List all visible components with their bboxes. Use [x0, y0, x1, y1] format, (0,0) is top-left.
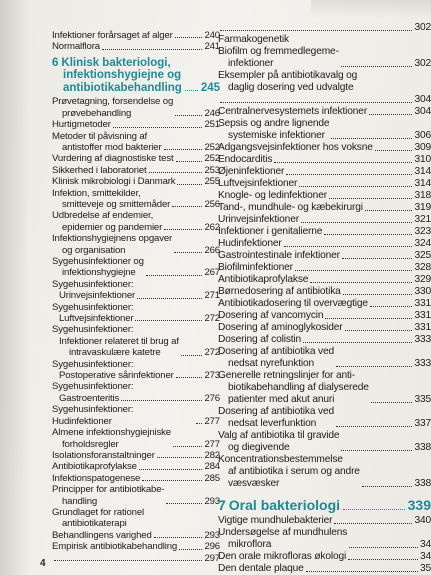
toc-page-number: 34 — [419, 539, 431, 550]
toc-entry-title: Hudinfektioner — [218, 238, 282, 249]
leader-dots — [343, 294, 413, 295]
toc-entry[interactable] — [218, 346, 431, 370]
toc-page-number: 323 — [414, 226, 431, 237]
toc-entry-title-line: Koncentrationsbestemmelse — [218, 454, 343, 465]
toc-entry-title: Sygehusinfektioner: — [52, 278, 134, 290]
toc-entry-title — [52, 210, 162, 233]
toc-entry-title-line: Infektion, smittekilder, — [52, 187, 141, 199]
toc-entry[interactable] — [218, 286, 431, 298]
toc-entry[interactable] — [52, 30, 220, 41]
leader-dots — [121, 400, 202, 401]
toc-entry-title-line: antistoffer mod bakterier — [62, 141, 162, 153]
toc-entry-title: Centralnervesystemets infektioner — [218, 106, 368, 117]
toc-entry[interactable] — [52, 279, 220, 290]
toc-entry-title — [59, 336, 179, 359]
toc-page-number: 333 — [414, 358, 431, 369]
toc-entry[interactable] — [52, 188, 220, 211]
page-top-shadow — [311, 0, 431, 18]
toc-entry[interactable] — [52, 393, 220, 404]
leader-dots — [334, 523, 412, 524]
chapter-title-line: Klinisk bakteriologi, — [61, 56, 171, 69]
toc-page-number: 251 — [204, 119, 220, 131]
toc-entry-title-line: Principper for antibiotikabe- — [52, 484, 165, 496]
toc-page-number: 252 — [204, 153, 220, 165]
toc-entry-title: Hurtigmetoder — [52, 119, 111, 131]
toc-page-number: 328 — [414, 262, 431, 273]
leader-dots — [286, 174, 412, 175]
toc-entry-title-line: Prøvetagning, forsendelse og — [52, 96, 174, 108]
leader-dots — [349, 547, 418, 548]
toc-entry-title: Børnedosering af antibiotika — [218, 286, 341, 297]
leader-dots — [172, 206, 202, 207]
toc-entry[interactable] — [52, 96, 220, 119]
leader-dots — [139, 469, 203, 470]
toc-entry[interactable] — [218, 238, 431, 250]
toc-page-number: 293 — [204, 529, 220, 541]
toc-entry-title-line: epidemier og pandemier — [62, 221, 163, 233]
toc-page-number: 331 — [414, 298, 431, 309]
toc-page-number: 241 — [204, 41, 220, 53]
toc-entry-title-line: Dosering af antibiotika ved — [218, 346, 335, 357]
leader-dots — [137, 298, 202, 299]
toc-page-number: 284 — [204, 461, 220, 473]
toc-entry-title-line: handling — [62, 495, 98, 507]
leader-dots — [369, 114, 412, 115]
toc-page-number: 297 — [204, 552, 220, 564]
toc-entry-title-line: Eksempler på antibiotikavalg og — [218, 70, 358, 81]
toc-entry[interactable] — [218, 430, 431, 454]
toc-page-number: 271 — [204, 290, 220, 302]
chapter-page-number: 245 — [200, 81, 220, 94]
toc-page-number: 246 — [204, 107, 220, 119]
toc-page-number: 329 — [414, 274, 431, 285]
leader-dots — [176, 161, 203, 162]
toc-entry-title-line: daglig dosering ved udvalgte — [228, 82, 354, 93]
toc-entry-title — [218, 46, 339, 70]
toc-entry-title: Behandlingens varighed — [52, 529, 152, 541]
toc-entry-title-line: og diegivende — [228, 442, 290, 453]
toc-page-number: 324 — [414, 238, 431, 249]
toc-entry-title: Dosering af aminoglykosider — [218, 322, 343, 333]
leader-dots — [329, 198, 412, 199]
page-number: 4 — [40, 558, 46, 569]
toc-page-number: 282 — [204, 449, 220, 461]
leader-dots — [341, 450, 412, 451]
toc-entry[interactable] — [218, 214, 431, 226]
toc-page-number: 314 — [414, 178, 431, 189]
toc-entry[interactable] — [218, 322, 431, 334]
leader-dots — [343, 509, 405, 510]
chapter-title-line: infektionshygiejne og — [63, 69, 182, 82]
toc-entry[interactable] — [52, 131, 220, 154]
toc-entry[interactable] — [218, 370, 431, 406]
toc-entry-title: Isolationsforanstaltninger — [52, 449, 155, 461]
toc-entry[interactable] — [218, 262, 431, 274]
toc-entry[interactable] — [218, 202, 431, 214]
toc-entry-title-line: og organisation — [62, 244, 126, 256]
toc-page-number: 277 — [204, 415, 220, 427]
toc-page-number: 319 — [414, 202, 431, 213]
leader-dots — [341, 66, 413, 67]
toc-entry-title-line: infektioner — [228, 58, 274, 69]
leader-dots — [370, 306, 413, 307]
toc-page-number: 262 — [204, 221, 220, 233]
toc-entry-title: Antibiotikaprofylakse — [52, 461, 137, 473]
leader-dots — [157, 457, 203, 458]
leader-dots — [284, 246, 413, 247]
toc-page-number: 302 — [414, 22, 431, 33]
toc-entry-title-line: infektionshygiejne — [62, 267, 136, 279]
toc-entry[interactable] — [218, 34, 431, 46]
toc-entry-title-line: Almene infektionshygiejniske — [52, 427, 171, 439]
leader-dots — [181, 355, 203, 356]
leader-dots — [331, 138, 412, 139]
leader-dots — [348, 559, 418, 560]
toc-entry-title: Antibiotikadosering til overvægtige — [218, 298, 368, 309]
leader-dots — [375, 150, 413, 151]
leader-dots — [310, 282, 412, 283]
toc-page-number: 340 — [414, 515, 431, 526]
toc-left-column — [52, 30, 220, 564]
toc-page-number: 335 — [414, 394, 431, 405]
toc-page-number: 272 — [204, 347, 220, 359]
toc-entry-title: Luftvejsinfektioner — [59, 313, 134, 325]
toc-entry[interactable] — [52, 153, 220, 164]
leader-dots — [342, 258, 413, 259]
toc-entry-title: Tand-, mundhule- og kæbekirurgi — [218, 202, 363, 213]
toc-entry-title: Farmakogenetik — [218, 34, 289, 45]
toc-entry[interactable] — [218, 298, 431, 310]
toc-page-number: 309 — [414, 142, 431, 153]
leader-dots — [166, 503, 202, 504]
leader-dots — [54, 560, 202, 561]
toc-entry[interactable] — [218, 154, 431, 166]
toc-page-number: 276 — [204, 392, 220, 404]
toc-page-number: 277 — [204, 438, 220, 450]
chapter-number: 7 — [218, 497, 226, 513]
toc-page-number: 337 — [414, 418, 431, 429]
leader-dots — [345, 330, 413, 331]
leader-dots — [174, 252, 202, 253]
toc-page-number: 314 — [414, 166, 431, 177]
toc-entry[interactable] — [52, 541, 220, 552]
leader-dots — [274, 162, 412, 163]
toc-entry-title: Dosering af colistin — [218, 334, 302, 345]
toc-entry[interactable] — [52, 553, 220, 564]
toc-entry-title-line: mikroflora — [228, 539, 272, 550]
toc-entry-title: Sygehusinfektioner: — [52, 381, 134, 393]
toc-entry-title — [52, 256, 144, 279]
toc-page-number: 338 — [414, 478, 431, 489]
toc-entry[interactable] — [218, 94, 431, 106]
toc-entry-title-line: Undersøgelse af mundhulens — [218, 527, 348, 538]
toc-entry[interactable] — [52, 461, 220, 472]
leader-dots — [185, 90, 198, 91]
toc-entry-title: Øjeninfektioner — [218, 166, 285, 177]
chapter-heading — [218, 498, 431, 513]
toc-entry[interactable] — [218, 106, 431, 118]
toc-entry[interactable] — [52, 530, 220, 541]
toc-entry-title — [218, 118, 329, 142]
toc-entry-title — [52, 131, 162, 154]
toc-entry-title-line: Dosering af antibiotika ved — [218, 406, 335, 417]
leader-dots — [301, 222, 412, 223]
toc-entry-title-line: biotikabehandling af dialyserede — [228, 382, 369, 393]
toc-entry[interactable] — [52, 324, 220, 335]
toc-entry-title-line: Infektionshygiejnens opgaver — [52, 233, 173, 245]
toc-entry[interactable] — [218, 334, 431, 346]
toc-entry[interactable] — [218, 406, 431, 430]
toc-entry[interactable] — [52, 176, 220, 187]
leader-dots — [176, 377, 203, 378]
toc-entry-title-line: systemiske infektioner — [228, 130, 325, 141]
toc-entry[interactable] — [52, 473, 220, 484]
toc-entry[interactable] — [218, 226, 431, 238]
toc-entry-title — [52, 507, 144, 530]
toc-entry-title-line: Udbredelse af endemier, — [52, 210, 154, 222]
toc-entry-title: Sygehusinfektioner: — [52, 324, 134, 336]
toc-entry[interactable] — [218, 22, 431, 34]
toc-entry-title — [52, 188, 170, 211]
toc-entry-title-line: af antibiotika i serum og andre — [228, 466, 360, 477]
chapter-page-number: 339 — [407, 497, 431, 513]
chapter-title-line: antibiotikabehandling — [63, 81, 182, 94]
toc-entry[interactable] — [52, 290, 220, 301]
toc-page-number: 321 — [414, 214, 431, 225]
toc-page-number: 325 — [414, 250, 431, 261]
toc-entry-title-line: Biofilm og fremmedlegeme- — [218, 46, 339, 57]
toc-entry-title: Sygehusinfektioner: — [52, 358, 134, 370]
toc-entry-title — [218, 70, 357, 94]
leader-dots — [113, 127, 203, 128]
toc-entry-title: Infektioner forårsaget af alger — [52, 30, 173, 41]
toc-entry-title — [218, 430, 339, 454]
toc-entry[interactable] — [218, 118, 431, 142]
toc-page-number: 253 — [204, 164, 220, 176]
toc-entry-title-line: patienter med akut anuri — [228, 394, 335, 405]
toc-entry-title-line: Sepsis og andre lignende — [218, 118, 330, 129]
toc-entry-title: Urinvejsinfektioner — [218, 214, 299, 225]
toc-entry-title: Endocarditis — [218, 154, 273, 165]
toc-entry[interactable] — [218, 142, 431, 154]
toc-entry[interactable] — [52, 359, 220, 370]
leader-dots — [306, 571, 418, 572]
toc-entry-title: Den orale mikrofloras økologi — [218, 551, 347, 562]
toc-entry-title: Vurdering af diagnostiske test — [52, 153, 174, 165]
toc-entry-title — [218, 527, 347, 551]
chapter-title-line: Oral bakteriologi — [228, 497, 341, 513]
leader-dots — [173, 446, 202, 447]
toc-entry-title-line: Sygehusinfektioner og — [52, 256, 144, 267]
toc-page-number: 331 — [414, 310, 431, 321]
toc-entry-title — [52, 233, 172, 256]
leader-dots — [196, 423, 202, 424]
toc-entry[interactable] — [218, 190, 431, 202]
toc-entry-title: Antibiotikaprofylakse — [218, 274, 309, 285]
toc-entry-title: Sygehusinfektioner: Hudinfektioner — [52, 404, 134, 427]
toc-entry-title: Urinvejsinfektioner — [59, 290, 136, 302]
leader-dots — [362, 486, 413, 487]
toc-entry-title — [52, 96, 173, 119]
toc-entry-title: Dosering af vancomycin — [218, 310, 324, 321]
toc-entry[interactable] — [218, 46, 431, 70]
toc-entry-title: Sygehusinfektioner: — [52, 301, 134, 313]
toc-entry[interactable] — [52, 507, 220, 530]
toc-entry-title-line: Infektioner relateret til brug af — [59, 335, 179, 347]
toc-entry-title-line: Metoder til påvisning af — [52, 130, 148, 142]
leader-dots — [177, 184, 202, 185]
toc-entry-title-line: smitteveje og smittemåder — [62, 198, 171, 210]
leader-dots — [146, 275, 203, 276]
toc-entry[interactable] — [218, 454, 431, 490]
chapter-number: 6 — [52, 56, 59, 69]
leader-dots — [336, 366, 412, 367]
toc-entry[interactable] — [52, 41, 220, 52]
leader-dots — [299, 186, 412, 187]
leader-dots — [164, 229, 202, 230]
toc-entry-title-line: antibiotikaterapi — [62, 518, 127, 530]
leader-dots — [175, 37, 203, 38]
toc-entry-title: Biofilminfektioner — [218, 262, 293, 273]
toc-entry[interactable] — [52, 370, 220, 381]
toc-page-number: 306 — [414, 130, 431, 141]
toc-entry-title: Empirisk antibiotikabehandling — [52, 541, 178, 553]
leader-dots — [142, 480, 202, 481]
toc-entry-title: Den dentale plaque — [218, 563, 304, 574]
toc-entry-title: Normalflora — [52, 41, 100, 53]
leader-dots — [179, 549, 202, 550]
toc-entry-title-line: nedsat leverfunktion — [228, 418, 317, 429]
toc-page-number: 304 — [414, 106, 431, 117]
page-gutter-shadow — [0, 0, 30, 575]
toc-entry-title: Infektionspatogenese — [52, 472, 141, 484]
toc-entry-title: Postoperative sårinfektioner — [59, 370, 174, 382]
toc-page-number: 255 — [204, 176, 220, 188]
toc-entry[interactable] — [218, 551, 431, 563]
toc-entry-title: Knogle- og ledinfektioner — [218, 190, 327, 201]
toc-page-number: 293 — [204, 495, 220, 507]
toc-entry-title-line: Generelle retningslinjer for anti- — [218, 370, 356, 381]
leader-dots — [220, 102, 412, 103]
toc-entry[interactable] — [52, 210, 220, 233]
toc-entry[interactable] — [52, 313, 220, 324]
toc-page-number: 296 — [204, 541, 220, 553]
chapter-heading — [52, 57, 220, 95]
toc-entry[interactable] — [52, 336, 220, 359]
toc-entry-title — [52, 427, 171, 450]
toc-page-number: 35 — [419, 563, 431, 574]
toc-entry[interactable] — [218, 515, 431, 527]
toc-entry-title: Gastrointestinale infektioner — [218, 250, 340, 261]
toc-entry-title: Sikkerhed i laboratoriet — [52, 164, 147, 176]
toc-entry[interactable] — [218, 178, 431, 190]
leader-dots — [164, 149, 203, 150]
leader-dots — [154, 537, 203, 538]
toc-entry[interactable] — [218, 563, 431, 575]
toc-page-number: 256 — [204, 198, 220, 210]
toc-entry[interactable] — [52, 404, 220, 427]
toc-entry[interactable] — [218, 274, 431, 286]
leader-dots — [303, 342, 412, 343]
toc-entry[interactable] — [52, 233, 220, 256]
toc-entry[interactable] — [52, 165, 220, 176]
leader-dots — [149, 172, 203, 173]
toc-entry-title-line: Valg af antibiotika til gravide — [218, 430, 340, 441]
toc-entry-title-line: væsvæsker — [228, 478, 280, 489]
toc-page-number: 330 — [414, 286, 431, 297]
toc-entry[interactable] — [218, 527, 431, 551]
toc-page-number: 331 — [414, 322, 431, 333]
toc-entry-title: Klinisk mikrobiologi i Danmark — [52, 176, 176, 188]
toc-page-number: 266 — [204, 244, 220, 256]
toc-entry-title: Luftvejsinfektioner — [218, 178, 298, 189]
toc-page-number: 273 — [204, 370, 220, 382]
leader-dots — [102, 49, 203, 50]
toc-page-number: 34 — [419, 551, 431, 562]
leader-dots — [371, 402, 413, 403]
toc-right-column — [218, 22, 431, 575]
toc-page-number: 302 — [414, 58, 431, 69]
toc-entry[interactable] — [52, 302, 220, 313]
toc-entry[interactable] — [52, 484, 220, 507]
leader-dots — [325, 318, 412, 319]
toc-page-number: 333 — [414, 334, 431, 345]
toc-entry[interactable] — [52, 381, 220, 392]
toc-entry[interactable] — [52, 119, 220, 130]
toc-entry-title-line: intravaskulære katetre — [69, 347, 161, 359]
leader-dots — [324, 234, 412, 235]
leader-dots — [336, 426, 412, 427]
toc-page-number: 338 — [414, 442, 431, 453]
leader-dots — [175, 115, 202, 116]
toc-page-number: 272 — [204, 313, 220, 325]
toc-entry-title: Vigtige mundhulebakterier — [218, 515, 333, 526]
toc-entry[interactable] — [52, 256, 220, 279]
toc-page-number: 252 — [204, 141, 220, 153]
toc-entry-title — [218, 406, 334, 430]
toc-entry[interactable] — [218, 166, 431, 178]
toc-entry-title — [218, 370, 369, 406]
toc-entry-title-line: nedsat nyrefunktion — [228, 358, 315, 369]
toc-entry-title: Infektioner i genitalierne — [218, 226, 323, 237]
toc-entry-title — [52, 484, 164, 507]
leader-dots — [295, 270, 413, 271]
toc-entry-title: Adgangsvejsinfektioner hos voksne — [218, 142, 373, 153]
toc-page-number: 285 — [204, 472, 220, 484]
toc-entry[interactable] — [52, 450, 220, 461]
leader-dots — [220, 30, 412, 31]
toc-page-number: 267 — [204, 267, 220, 279]
leader-dots — [365, 210, 413, 211]
toc-entry[interactable] — [52, 427, 220, 450]
toc-entry-title — [218, 346, 334, 370]
toc-entry-title-line: forholdsregler — [62, 438, 119, 450]
toc-entry[interactable] — [218, 310, 431, 322]
toc-page-number: 310 — [414, 154, 431, 165]
toc-entry[interactable] — [218, 250, 431, 262]
toc-page-number: 304 — [414, 94, 431, 105]
toc-entry-title-line: prøvebehandling — [62, 107, 132, 119]
toc-entry[interactable] — [218, 70, 431, 94]
toc-entry-title: Gastroenteritis — [59, 392, 120, 404]
leader-dots — [135, 320, 202, 321]
toc-page-number: 318 — [414, 190, 431, 201]
toc-page-number: 240 — [204, 30, 220, 41]
toc-entry-title — [218, 454, 360, 490]
toc-entry-title-line: Grundlaget for rationel — [52, 506, 145, 518]
